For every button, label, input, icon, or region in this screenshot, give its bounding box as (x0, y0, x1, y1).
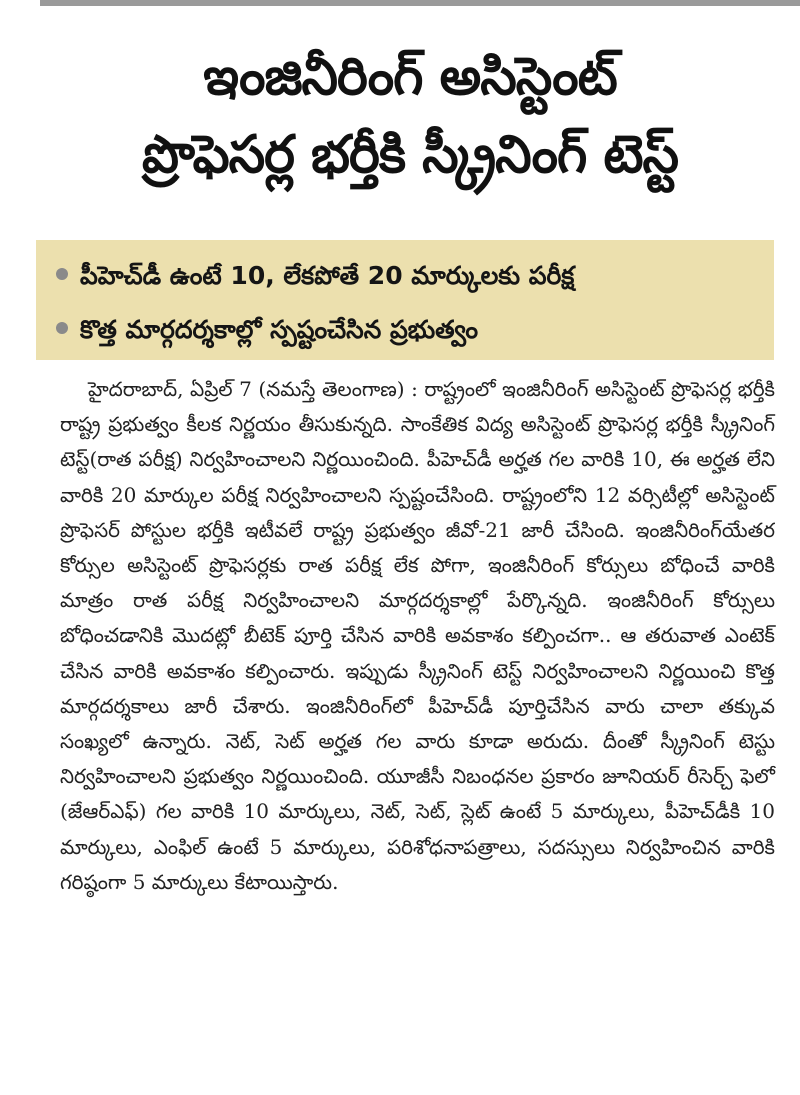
top-rule (40, 0, 800, 6)
highlights-box (36, 240, 774, 360)
headline-line-2: ప్రొఫెసర్ల భర్తీకి స్క్రీనింగ్ టెస్ట్ (141, 125, 679, 185)
headline-line-1: ఇంజినీరింగ్ అసిస్టెంట్ (203, 47, 617, 107)
highlight-text: పీహెచ్‌డీ ఉంటే 10, లేకపోతే 20 మార్కులకు పరీక్ష (80, 261, 575, 290)
bullet-dot-icon (56, 268, 68, 280)
highlight-item (56, 258, 574, 294)
article-body: హైదరాబాద్, ఏప్రిల్ 7 (నమస్తే తెలంగాణ) : రాష్ట్రంలో ఇంజినీరింగ్ అసిస్టెంట్ ప్రొఫెసర్ల భర్తీకి రాష్ట్ర ప్రభుత్వం కీలక నిర్ణయం తీసుకున్నది. సాంకేతిక విద్య అసిస్టెంట్ ప్రొఫెసర్ల భర్తీకి స్క్రీనింగ్ టెస్ట్(రాత పరీక్ష) నిర్వహించాలని నిర్ణయించింది. పీహెచ్‌డీ అర్హత గల వారికి 10, ఈ అర్హత లేని వారికి 20 మార్కుల పరీక్ష నిర్వహించాలని స్పష్టంచేసింది. రాష్ట్రంలోని 12 వర్సిటీల్లో అసిస్టెంట్ ప్రొఫెసర్ పోస్టుల భర్తీకి ఇటీవలే రాష్ట్ర ప్రభుత్వం జీవో-21 జారీ చేసింది. ఇంజినీరింగ్‌యేతర కోర్సుల అసిస్టెంట్ ప్రొఫెసర్లకు రాత పరీక్ష లేక పోగా, ఇంజినీరింగ్ కోర్సులు బోధించే వారికి మాత్రం రాత పరీక్ష నిర్వహించాలని మార్గదర్శకాల్లో పేర్కొన్నది. ఇంజినీరింగ్ కోర్సులు బోధించడానికి మొదట్లో బీటెక్ పూర్తి చేసిన వారికి అవకాశం కల్పించగా.. ఆ తరువాత ఎంటెక్ చేసిన వారికి అవకాశం కల్పించారు. ఇప్పుడు స్క్రీనింగ్ టెస్ట్ నిర్వహించాలని నిర్ణయించి కొత్త మార్గదర్శకాలు జారీ చేశారు. ఇంజినీరింగ్‌లో పీహెచ్‌డీ పూర్తిచేసిన వారు చాలా తక్కువ సంఖ్యలో ఉన్నారు. నెట్, సెట్ అర్హత గల వారు కూడా అరుదు. దీంతో స్క్రీనింగ్ టెస్టు నిర్వహించాలని ప్రభుత్వం నిర్ణయించింది. యూజీసీ నిబంధనల ప్రకారం జూనియర్ రీసెర్చ్ ఫెలో (జేఆర్ఎఫ్) గల వారికి 10 మార్కులు, నెట్, సెట్, స్లెట్ ఉంటే 5 మార్కులు, పీహెచ్‌డీకి 10 మార్కులు, ఎంఫిల్ ఉంటే 5 మార్కులు, పరిశోధనాపత్రాలు, సదస్సులు నిర్వహించిన వారికి గరిష్ఠంగా 5 మార్కులు కేటాయిస్తారు. (60, 377, 775, 894)
headline (40, 38, 780, 194)
highlight-item (56, 312, 478, 348)
highlight-text: కొత్త మార్గదర్శకాల్లో స్పష్టంచేసిన ప్రభుత్వం (80, 315, 479, 344)
bullet-dot-icon (56, 322, 68, 334)
